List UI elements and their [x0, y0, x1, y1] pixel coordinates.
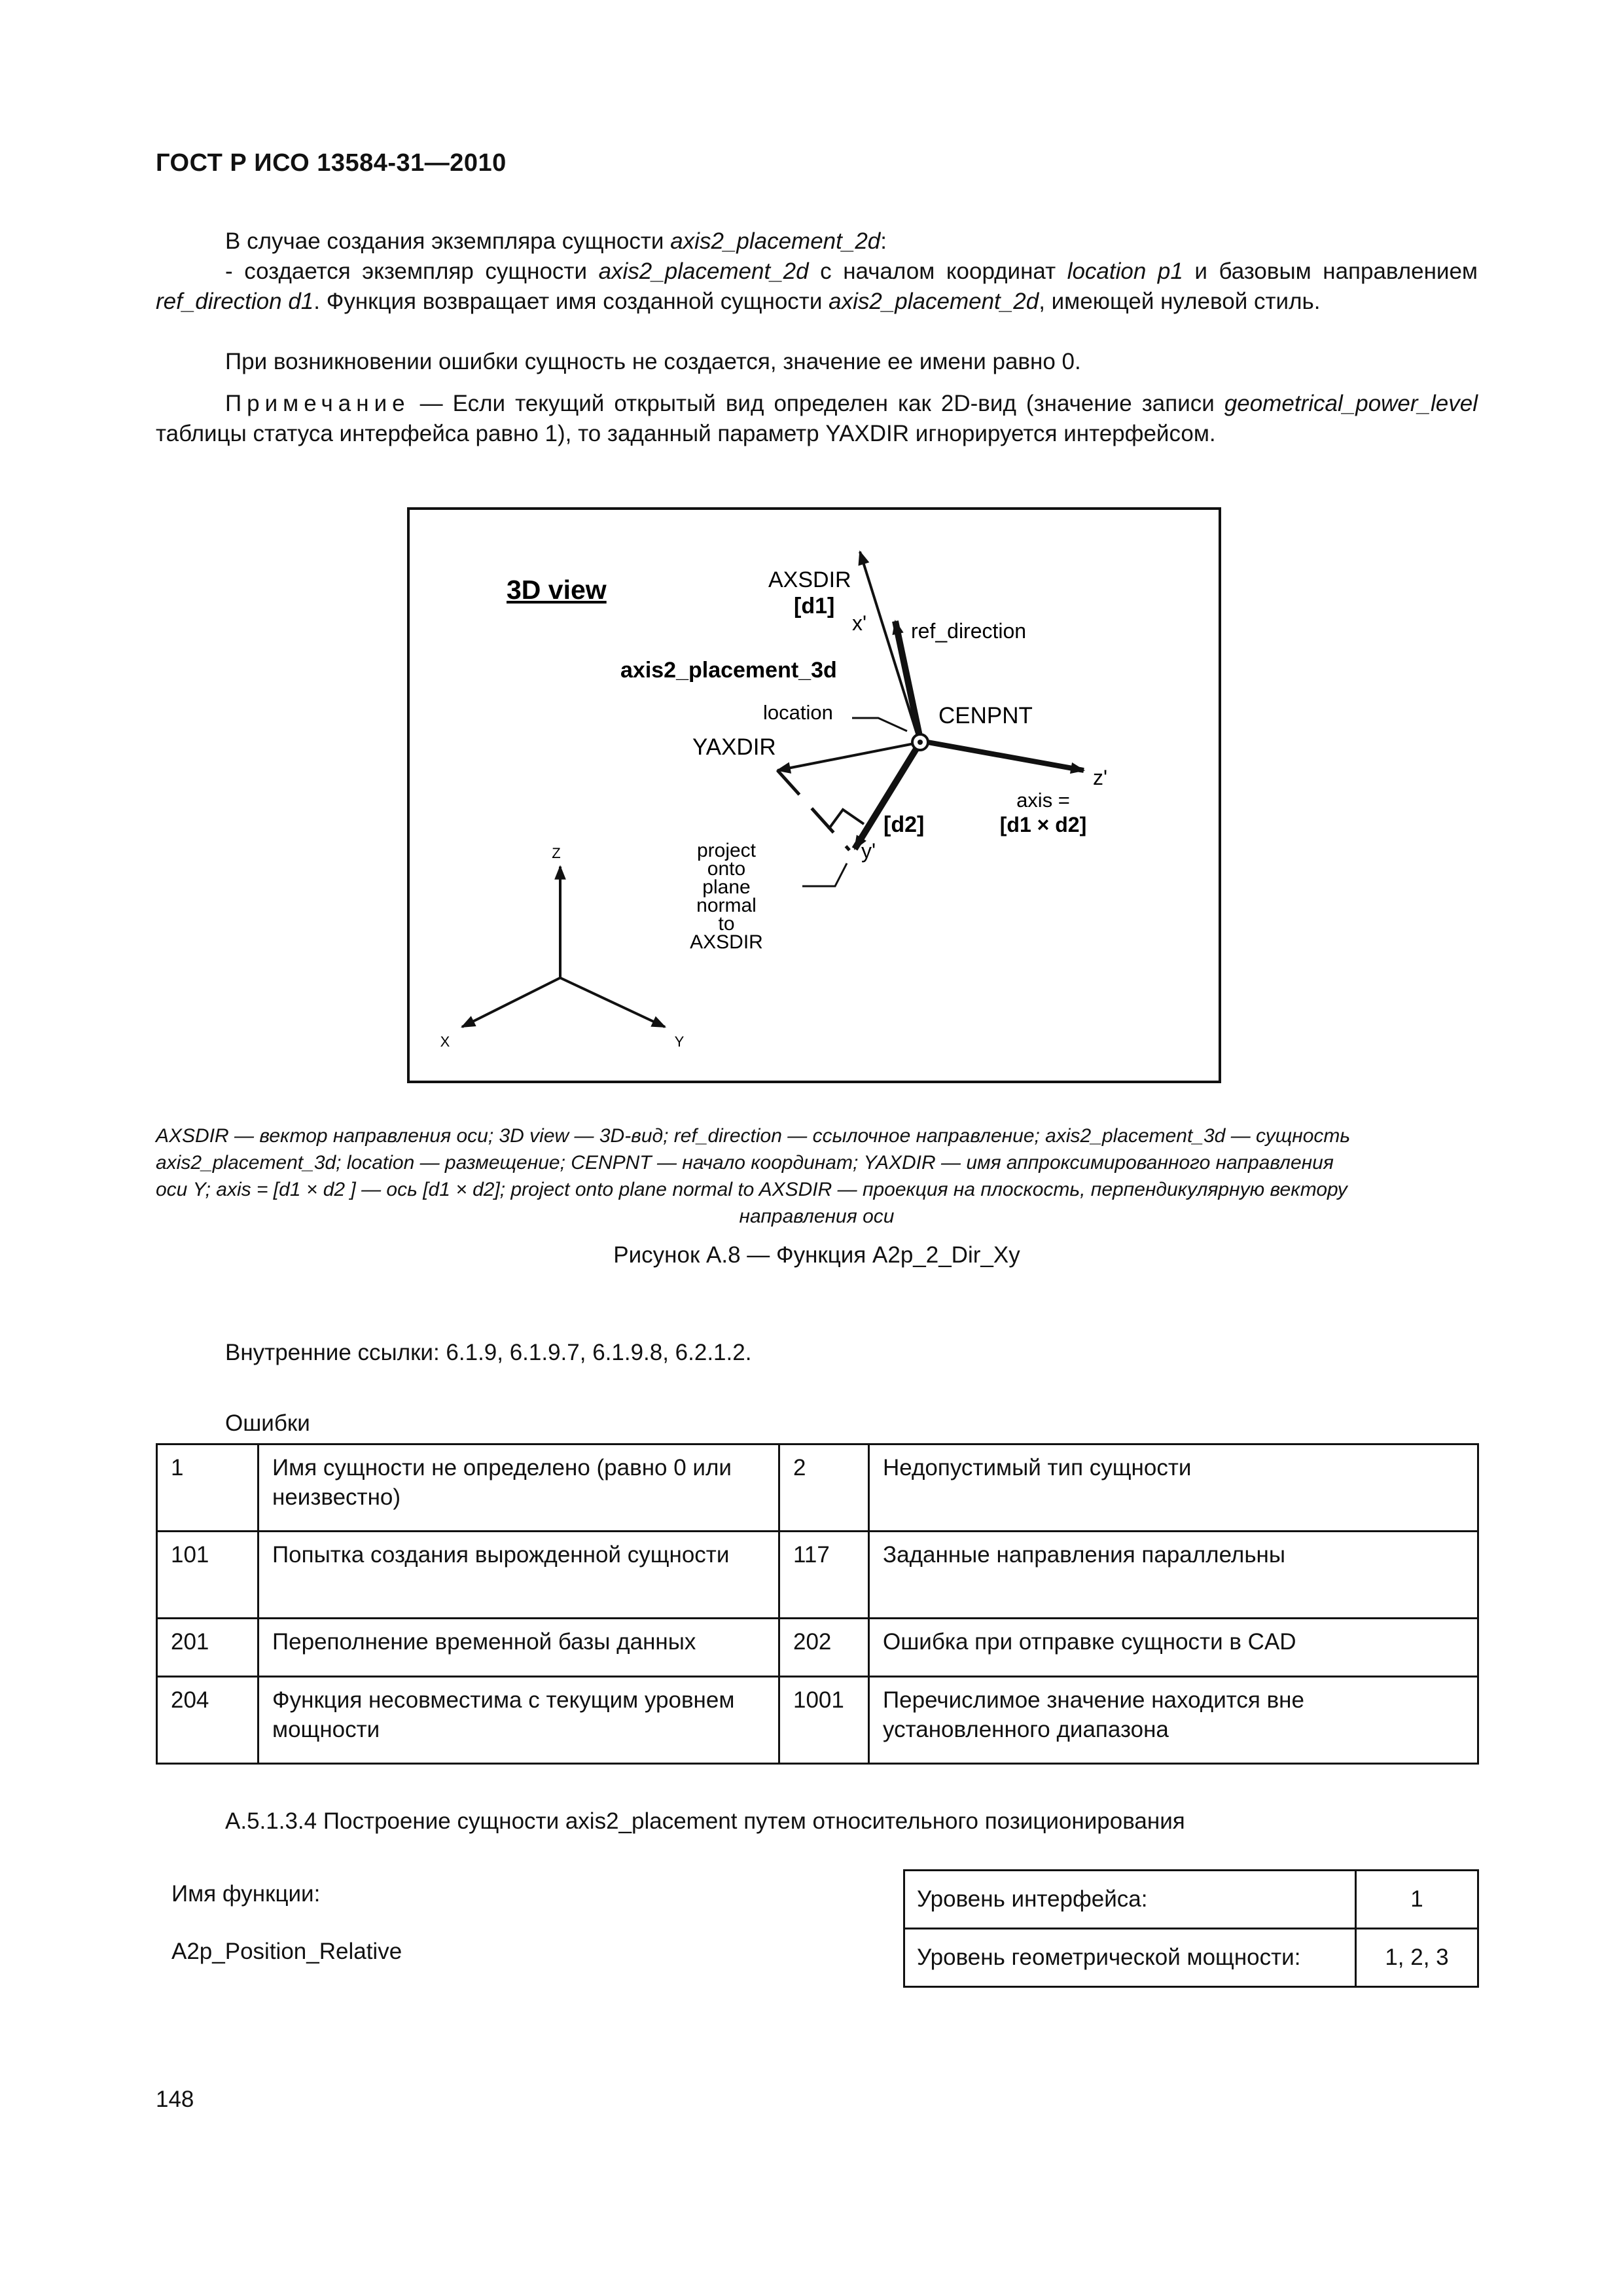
text-run: таблицы статуса интерфейса равно 1), то заданный параметр YAXDIR игнорируется интерфейсом. — [156, 421, 1216, 446]
table-row — [904, 1929, 1478, 1987]
table-row — [157, 1619, 1478, 1677]
page-number: 148 — [156, 2087, 194, 2112]
error-text: Имя сущности не определено (равно 0 или неизвестно) — [259, 1444, 779, 1532]
error-code: 101 — [157, 1532, 259, 1619]
note-paragraph — [156, 389, 1478, 449]
text-run: , имеющей нулевой стиль. — [1039, 289, 1321, 314]
levels-table — [903, 1869, 1479, 1988]
document-header: ГОСТ Р ИСО 13584-31—2010 — [156, 149, 507, 177]
project-label-line: onto — [707, 858, 746, 880]
legend-line: axis2_placement_3d; location — размещение; CENPNT — начало координат; YAXDIR — имя аппроксимированного направления — [156, 1152, 1334, 1174]
errors-table — [156, 1443, 1479, 1765]
z-prime-label: z' — [1093, 766, 1108, 789]
internal-references: Внутренние ссылки: 6.1.9, 6.1.9.7, 6.1.9.8, 6.2.1.2. — [225, 1340, 752, 1365]
error-code: 201 — [157, 1619, 259, 1677]
text-run: . Функция возвращает имя созданной сущности — [313, 289, 829, 314]
text-run-italic: location p1 — [1067, 259, 1183, 284]
error-code: 202 — [779, 1619, 869, 1677]
text-run-italic: axis2_placement_2d — [670, 228, 881, 254]
level-label: Уровень интерфейса: — [904, 1871, 1356, 1929]
global-x-axis — [462, 978, 560, 1027]
intro-paragraph-1 — [156, 226, 1478, 257]
text-run: — Если текущий открытый вид определен как 2D-вид (значение записи — [410, 391, 1224, 416]
d2-label: [d2] — [883, 812, 925, 837]
right-angle-mark — [829, 810, 864, 829]
d1-label: [d1] — [794, 594, 835, 619]
global-y-label: Y — [674, 1033, 685, 1050]
axsdir-label: AXSDIR — [768, 567, 851, 592]
figure-legend — [156, 1122, 1478, 1230]
error-text: Функция несовместима с текущим уровнем мощности — [259, 1677, 779, 1764]
yaxdir-arrow — [777, 743, 918, 770]
y-prime-label: y' — [861, 839, 876, 863]
text-run-italic: ref_direction d1 — [156, 289, 314, 314]
intro-paragraph-3: При возникновении ошибки сущность не создается, значение ее имени равно 0. — [225, 349, 1081, 374]
project-label-line: to — [718, 913, 735, 935]
legend-line: оси Y; axis = [d1 × d2 ] — ось [d1 × d2]; project onto plane normal to AXSDIR — проекция на плоскость, перпендикулярную вектору — [156, 1179, 1347, 1200]
legend-line: направления оси — [739, 1206, 895, 1227]
view-title: 3D view — [507, 575, 607, 605]
text-run: с началом координат — [808, 259, 1067, 284]
global-y-axis — [560, 978, 665, 1027]
figure-diagram — [410, 510, 1219, 1081]
figure-caption: Рисунок А.8 — Функция A2p_2_Dir_Xy — [613, 1242, 1020, 1268]
error-text: Ошибка при отправке сущности в CAD — [869, 1619, 1478, 1677]
ref-direction-label: ref_direction — [911, 619, 1027, 643]
table-row — [157, 1532, 1478, 1619]
project-label-line: normal — [696, 895, 757, 916]
error-code: 1001 — [779, 1677, 869, 1764]
level-value: 1 — [1356, 1871, 1478, 1929]
note-label: Примечание — [225, 391, 410, 416]
errors-title: Ошибки — [225, 1410, 310, 1436]
location-label: location — [763, 701, 833, 724]
projection-dashed-line — [777, 770, 849, 850]
error-text: Перечислимое значение находится вне установленного диапазона — [869, 1677, 1478, 1764]
error-text: Недопустимый тип сущности — [869, 1444, 1478, 1532]
project-label-group — [690, 840, 763, 953]
intro-paragraph-2 — [156, 257, 1478, 317]
error-text: Попытка создания вырожденной сущности — [259, 1532, 779, 1619]
error-code: 204 — [157, 1677, 259, 1764]
level-value: 1, 2, 3 — [1356, 1929, 1478, 1987]
project-label-line: AXSDIR — [690, 931, 763, 953]
z-prime-arrow — [924, 742, 1084, 770]
error-text: Переполнение временной базы данных — [259, 1619, 779, 1677]
text-run: и базовым направлением — [1183, 259, 1478, 284]
text-run-italic: axis2_placement_2d — [829, 289, 1039, 314]
text-run: - создается экземпляр сущности — [225, 259, 599, 284]
placement-label: axis2_placement_3d — [620, 658, 837, 683]
error-code: 1 — [157, 1444, 259, 1532]
text-run-italic: axis2_placement_2d — [598, 259, 809, 284]
project-leader-line — [802, 863, 847, 886]
figure-box — [407, 507, 1221, 1083]
function-name-value: A2p_Position_Relative — [171, 1939, 402, 1964]
axis-value-label: [d1 × d2] — [999, 813, 1087, 836]
error-code: 2 — [779, 1444, 869, 1532]
location-leader-line — [852, 718, 907, 731]
text-run: В случае создания экземпляра сущности — [225, 228, 671, 254]
text-run: : — [880, 228, 887, 254]
level-label: Уровень геометрической мощности: — [904, 1929, 1356, 1987]
text-run-italic: geometrical_power_level — [1224, 391, 1478, 416]
global-x-label: X — [440, 1033, 450, 1050]
error-code: 117 — [779, 1532, 869, 1619]
yaxdir-label: YAXDIR — [692, 734, 776, 760]
cenpnt-dot — [918, 740, 923, 745]
table-row — [157, 1677, 1478, 1764]
error-text: Заданные направления параллельны — [869, 1532, 1478, 1619]
axis-equals-label: axis = — [1016, 789, 1070, 812]
axsdir-axis-line — [860, 552, 920, 744]
project-label-line: plane — [702, 876, 751, 898]
project-label-line: project — [696, 840, 757, 861]
global-z-label: Z — [552, 845, 561, 861]
table-row — [904, 1871, 1478, 1929]
section-heading: А.5.1.3.4 Построение сущности axis2_placement путем относительного позиционирования — [225, 1808, 1185, 1834]
cenpnt-label: CENPNT — [938, 703, 1033, 728]
table-row — [157, 1444, 1478, 1532]
x-prime-label: x' — [852, 611, 867, 635]
legend-line: AXSDIR — вектор направления оси; 3D view — 3D-вид; ref_direction — ссылочное направление; axis2_placement_3d — сущность — [156, 1125, 1351, 1147]
function-name-label: Имя функции: — [171, 1881, 321, 1907]
